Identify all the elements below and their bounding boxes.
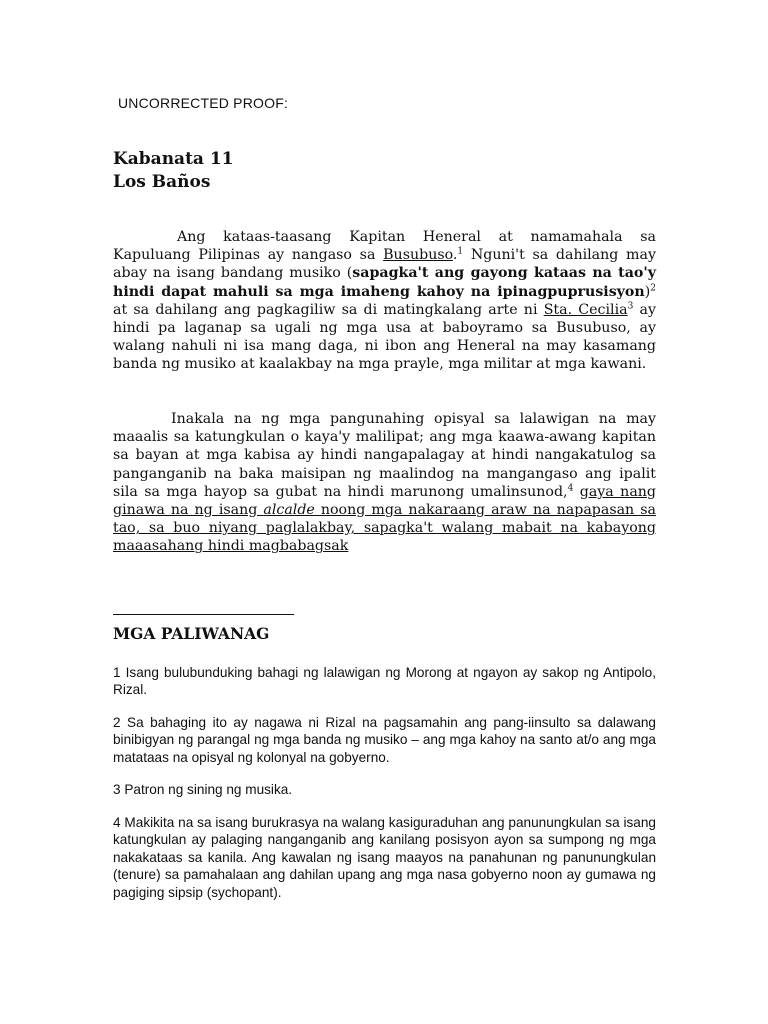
chapter-title: Los Baños xyxy=(113,172,211,192)
footnote-1: 1 Isang bulubunduking bahagi ng lalawigan ng Morong at ngayon ay sakop ng Antipolo, Rizal. xyxy=(113,665,656,698)
chapter-number: Kabanata 11 xyxy=(113,149,234,169)
p1-text-b: Nguni't sa dahilang may abay na isang bandang musiko ( xyxy=(113,247,656,282)
p1-text-e: ay hindi pa laganap sa ugali ng mga usa at baboyramo sa Busubuso, ay walang nahuli ni isa mang daga, ni ibon ang Heneral na may kasamang banda ng musiko at kaalakbay na mga prayle, mga militar at mga kawani. xyxy=(113,301,657,373)
p1-bold-text: sapagka't ang gayong kataas na tao'y hindi dapat mahuli sa mga imaheng kahoy na ipinagpuprusisyon xyxy=(113,265,656,300)
p2-underlined-b: noong mga nakaraang araw na napapasan sa tao, sa buo niyang paglalakbay, sapagka't walang mabait na kabayong maaasahang hindi magbabagsak xyxy=(113,502,656,555)
footnote-2: 2 Sa bahaging ito ay nagawa ni Rizal na pagsamahin ang pang-iinsulto sa dalawang binibigyan ng parangal ng mga banda ng musiko – ang mga kahoy na santo at/o ang mga matataas na opisyal ng kolonyal na gobyerno. xyxy=(113,715,656,765)
paragraph-1: Ang kataas-taasang Kapitan Heneral at namamahala sa Kapuluang Pilipinas ay nangaso sa Busubuso.$^1$ Nguni't sa dahilang may abay na isang bandang musiko (sapagka't ang gayong kataas na tao'y hindi dapat mahuli sa mga imaheng kahoy na ipinagpuprusisyon)$^2$ at sa dahilang ang pagkagiliw sa di matingkalang arte ni Sta. Cecilia$^3$ ay hindi pa laganap sa ugali ng mga usa at baboyramo sa Busubuso, ay walang nahuli ni isa mang daga, ni ibon ang Heneral na may kasamang banda ng musiko at kaalakbay na mga prayle, mga militar at mga kawani. xyxy=(113,229,657,373)
footnote-ref-2: 2 xyxy=(650,282,656,293)
p1-text-a: Ang kataas-taasang Kapitan Heneral at namamahala sa Kapuluang Pilipinas ay nangaso sa xyxy=(113,229,656,264)
p2-text-a: Inakala na ng mga pangunahing opisyal sa lalawigan na may maaalis sa katungkulan o kaya'y malilipat; ang mga kaawa-awang kapitan sa bayan at mga kabisa ay hindi nangapalagay at hindi nangakatulog sa panganganib na baka maisipan ng maalindog na mangangaso ang ipalit sila sa mga hayop sa gubat na hindi marunong umalinsunod, xyxy=(113,411,656,500)
place-busubuso: Busubuso xyxy=(383,247,453,264)
footnote-ref-4: 4 xyxy=(567,483,574,494)
name-sta-cecilia: Sta. Cecilia xyxy=(543,301,628,318)
footnote-4: 4 Makikita na sa isang burukrasya na walang kasiguraduhan ang panunungkulan sa isang katungkulan ay palaging nanganganib ang kanilang posisyon ayon sa sumpong ng mga nakakataas sa kanila. Ang kawalan ng isang maayos na panahunan ng panunungkulan (tenure) sa pamahalaan ang dahilan upang ang mga nasa gobyerno noon ay gumawa ng pagiging sipsip (sychopant). xyxy=(113,815,656,900)
word-alcalde: alcalde xyxy=(263,502,315,519)
p1-text-d: at sa dahilang ang pagkagiliw sa di matingkalang arte ni xyxy=(113,301,544,318)
chapter-heading xyxy=(113,148,234,194)
notes-heading: MGA PALIWANAG xyxy=(113,624,270,643)
footnote-ref-3: 3 xyxy=(627,301,634,312)
footnote-divider xyxy=(113,614,294,615)
footnote-ref-1: 1 xyxy=(457,246,464,257)
footnote-3: 3 Patron ng sining ng musika. xyxy=(113,782,293,797)
p2-underlined-a: gaya nang ginawa na ng isang xyxy=(113,483,656,519)
proof-label: UNCORRECTED PROOF: xyxy=(118,95,289,111)
p1-text-c: ) xyxy=(644,283,651,300)
paragraph-2 xyxy=(113,410,656,556)
